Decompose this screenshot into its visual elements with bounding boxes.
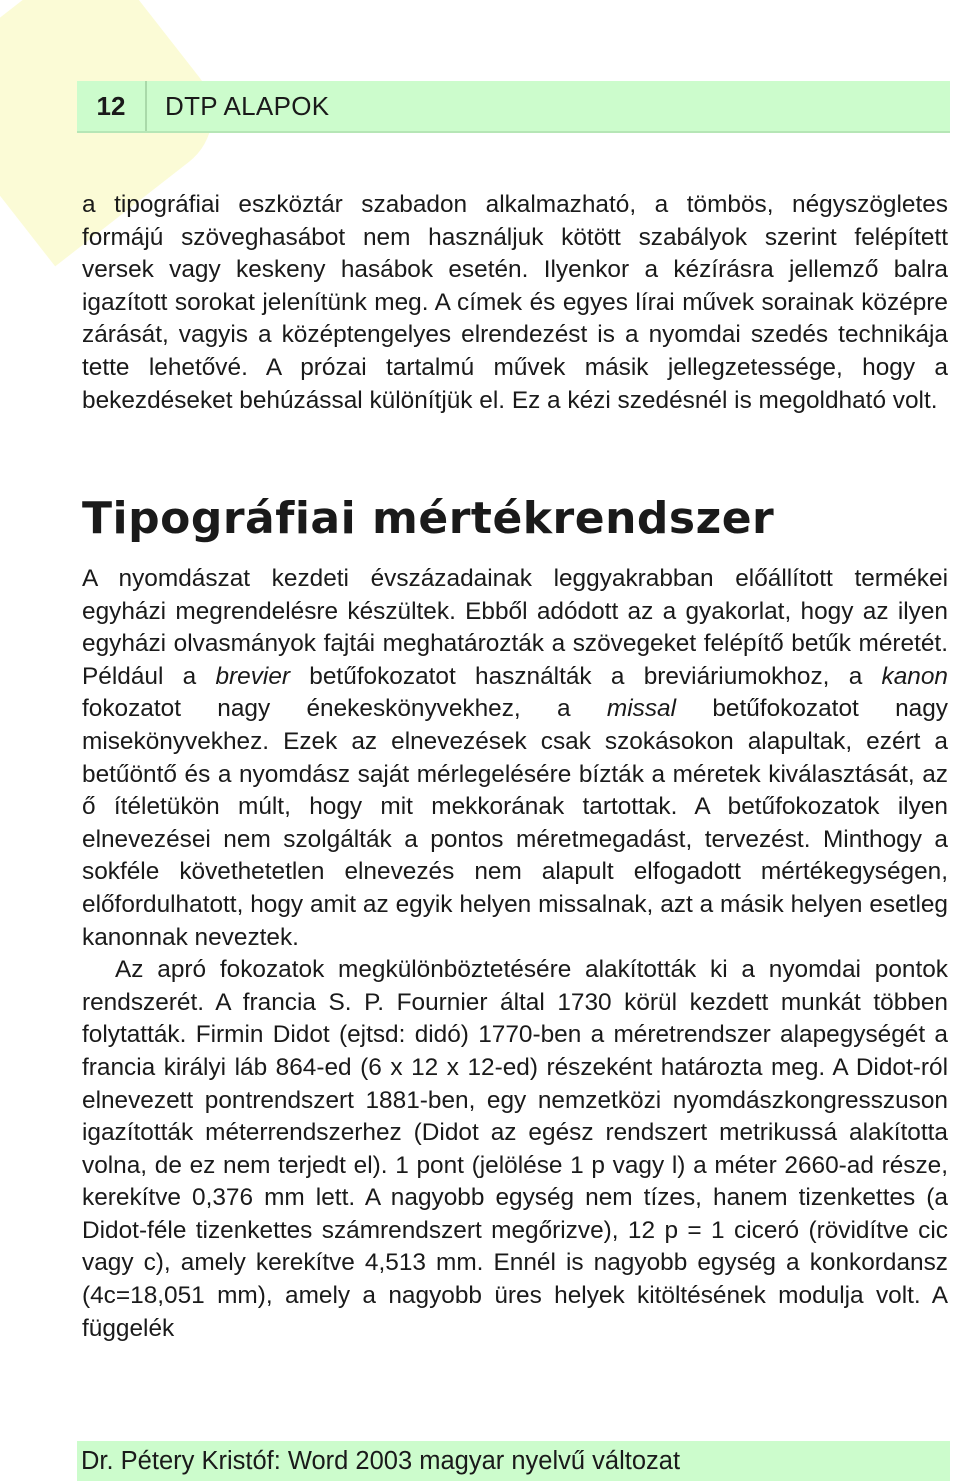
term-missal: missal [606,695,677,723]
body-text-block [82,563,948,1345]
header-title: DTP ALAPOK [165,90,330,121]
body-paragraph-2: Az apró fokozatok megkülönböztetésére alakították ki a nyomdai pontok rendszerét. A francia S. P. Fournier által 1730 körül kezdett munkát többen folytatták. Firmin Didot (ejtsd: didó) 1770-ben a méretrendszer alapegységét a francia királyi láb 864-ed (6 x 12 x 12-ed) részeként határozta meg. A Didot-ról elnevezett pontrendszert 1881-ben, egy nemzetközi nyomdászkongresszuson igazították méterrendszerhez (Didot az egész rendszert metrikussá alakította volna, de ez nem terjedt el). 1 pont (jelölése 1 p vagy l) a méter 2660-ad része, kerekítve 0,376 mm lett. A nagyobb egység nem tízes, hanem tizenkettes (a Didot-féle tizenkettes számrendszert megőrizve), 12 p = 1 ciceró (rövidítve cic vagy c), amely kerekítve 4,513 mm. Ennél is nagyobb egység a konkordansz (4c=18,051 mm), amely a nagyobb üres helyek kitöltésének modulja volt. A függelék [82,956,948,1342]
page-header [77,81,950,133]
intro-paragraph: a tipográfiai eszköztár szabadon alkalmazható, a tömbös, négyszögletes formájú szöveghasábot nem használjuk kötött szabályok szerint felépített versek vagy keskeny hasábok esetén. Ilyenkor a kézírásra jellemző balra igazított sorokat jelenítünk meg. A címek és egyes lírai művek sorainak középre zárását, vagyis a középtengelyes elrendezést is a nyomdai szedés technikája tette lehetővé. A prózai tartalmú művek másik jellegzetessége, hogy a bekezdéseket behúzással különítjük el. Ez a kézi szedésnél is megoldható volt. [82,191,948,414]
para2-text-4: betűfokozatot nagy misekönyvekhez. Ezek az elnevezések csak szokásokon alapultak, ezért a betűöntő és a nyomdász saját mérlegelésére bízták a méretek kiválasztását, az ő ítéletükön múlt, hogy mit mekkorának tartottak. A betűfokozatok ilyen elnevezései nem szolgálták a pontos méretmegadást, tervezést. Minthogy a sokféle követhetetlen elnevezés nem alapult elfogadott mértékegységen, előfordulhatott, hogy amit az egyik helyen missalnak, azt a másik helyen esetleg kanonnak neveztek. [82,695,948,951]
intro-text-block [82,189,948,417]
body-paragraph-1 [82,563,948,954]
para2-text-3: fokozatot nagy énekeskönyvekhez, a [82,695,607,723]
para2-text-1: A nyomdászat kezdeti évszázadainak leggyakrabban előállított termékei egyházi megrendelésre készültek. Ebből adódott az a gyakorlat, hogy az ilyen egyházi olvasmányok fajtái meghatározták a szövegeket felépítő betűk méretét. Például a [82,565,948,690]
para2-text-2: betűfokozatot használták a breviáriumokhoz, a [290,662,882,690]
page-footer: Dr. Pétery Kristóf: Word 2003 magyar nyelvű változat [77,1441,950,1481]
page-number: 12 [77,81,147,131]
term-brevier: brevier [215,662,291,690]
term-kanon: kanon [881,662,949,690]
section-heading: Tipográfiai mértékrendszer [82,493,775,544]
